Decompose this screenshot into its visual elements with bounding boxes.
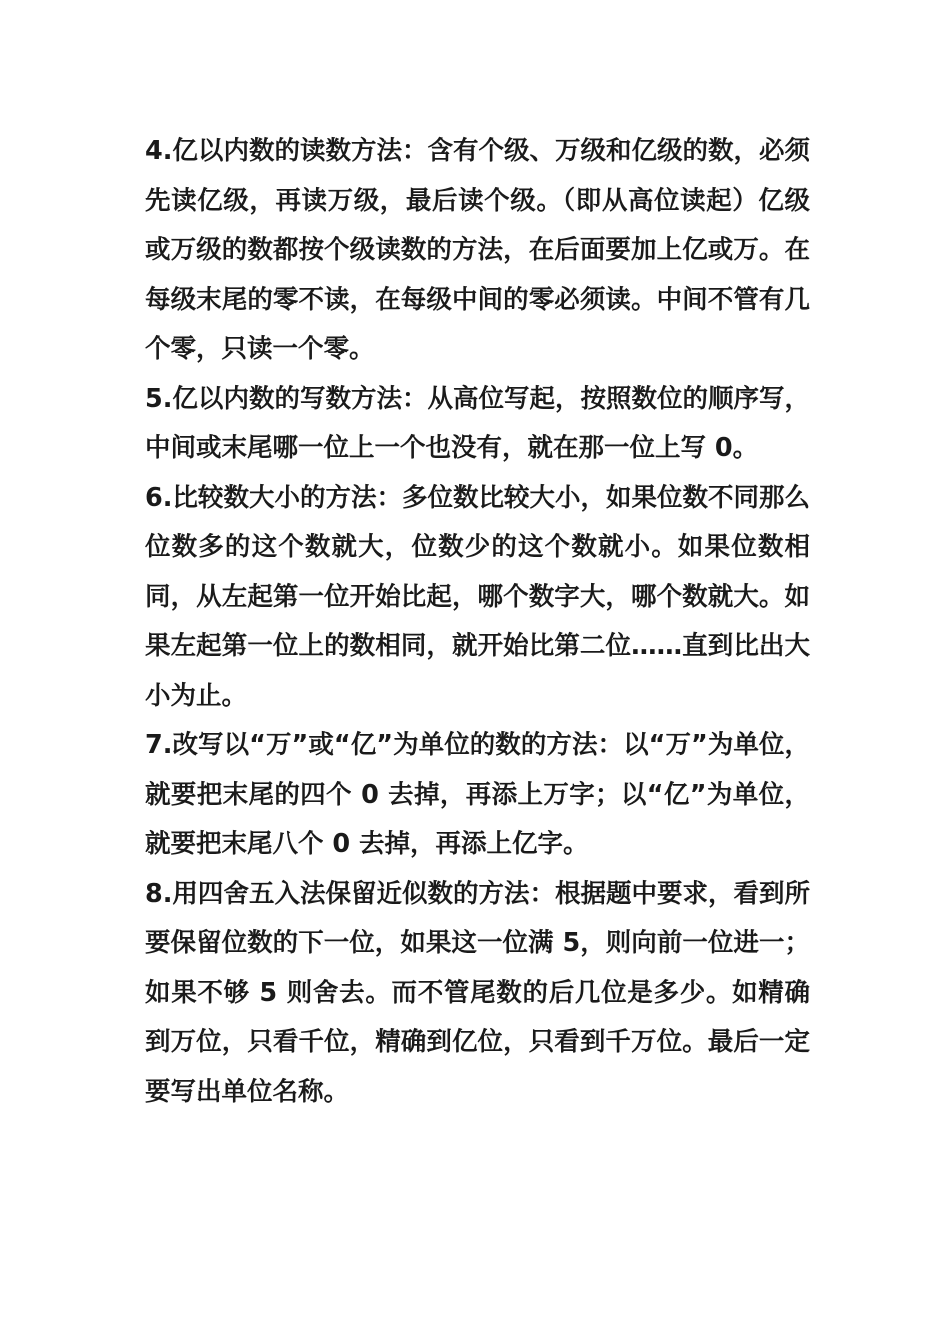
paragraph-rounding-method: 8.用四舍五入法保留近似数的方法：根据题中要求，看到所要保留位数的下一位，如果这一位满 5，则向前一位进一；如果不够 5 则舍去。而不管尾数的后几位是多少。如精确到万位，只看千位，精确到亿位，只看到千万位。最后一定要写出单位名称。 xyxy=(145,878,810,1107)
paragraph-writing-method: 5.亿以内数的写数方法：从高位写起，按照数位的顺序写，中间或末尾哪一位上一个也没有，就在那一位上写 0。 xyxy=(145,383,810,463)
paragraph-comparing-method: 6.比较数大小的方法：多位数比较大小，如果位数不同那么位数多的这个数就大，位数少的这个数就小。如果位数相同，从左起第一位开始比起，哪个数字大，哪个数就大。如果左起第一位上的数相同，就开始比第二位……直到比出大小为止。 xyxy=(145,482,810,711)
document-page xyxy=(145,127,810,1117)
paragraph-reading-method: 4.亿以内数的读数方法：含有个级、万级和亿级的数，必须先读亿级，再读万级，最后读个级。（即从高位读起）亿级或万级的数都按个级读数的方法，在后面要加上亿或万。在每级末尾的零不读，在每级中间的零必须读。中间不管有几个零，只读一个零。 xyxy=(145,136,810,364)
paragraph-rewriting-unit-method: 7.改写以“万”或“亿”为单位的数的方法：以“万”为单位，就要把末尾的四个 0 去掉，再添上万字；以“亿”为单位，就要把末尾八个 0 去掉，再添上亿字。 xyxy=(145,730,810,859)
